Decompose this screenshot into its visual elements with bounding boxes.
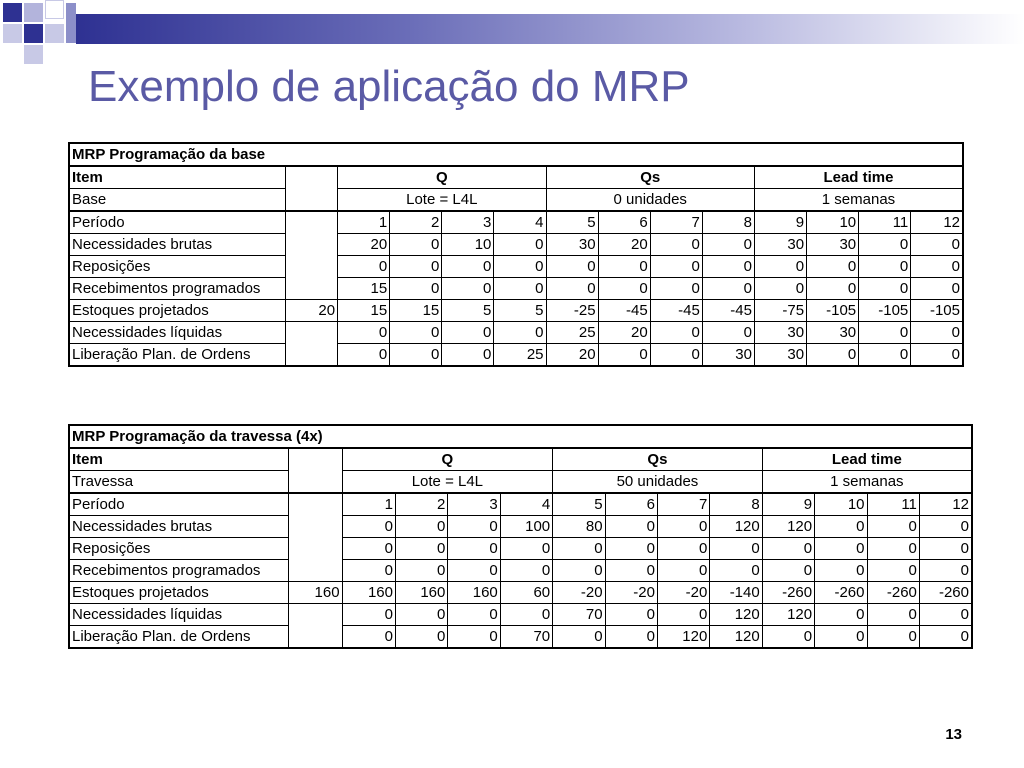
- blank-cell: [285, 166, 337, 211]
- table-header-row: [69, 166, 963, 189]
- initial-stock: 160: [289, 582, 342, 604]
- value-cell: 0: [859, 278, 911, 300]
- table-row: [69, 344, 963, 367]
- value-cell: 0: [494, 256, 546, 278]
- header-square-decoration: [24, 24, 43, 43]
- blank-cell: [285, 211, 337, 300]
- value-cell: 0: [911, 234, 963, 256]
- value-cell: 0: [867, 626, 919, 649]
- value-cell: 0: [702, 322, 754, 344]
- value-cell: -260: [867, 582, 919, 604]
- value-cell: 160: [342, 582, 395, 604]
- q-label: Q: [342, 448, 553, 471]
- value-cell: 120: [710, 604, 762, 626]
- header-square-decoration: [24, 3, 43, 22]
- row-label: Necessidades brutas: [69, 516, 289, 538]
- period-number: 3: [448, 493, 500, 516]
- value-cell: -20: [605, 582, 657, 604]
- mrp-table-travessa: [68, 424, 973, 649]
- value-cell: 0: [448, 516, 500, 538]
- value-cell: 0: [395, 516, 447, 538]
- value-cell: 0: [762, 538, 814, 560]
- table-caption-row: [69, 143, 963, 166]
- value-cell: 120: [710, 516, 762, 538]
- value-cell: 0: [494, 234, 546, 256]
- value-cell: 0: [553, 538, 605, 560]
- value-cell: 0: [598, 256, 650, 278]
- blank-cell: [289, 604, 342, 649]
- value-cell: 80: [553, 516, 605, 538]
- value-cell: 0: [390, 234, 442, 256]
- header-square-decoration: [3, 3, 22, 22]
- value-cell: 0: [815, 538, 867, 560]
- value-cell: 0: [395, 538, 447, 560]
- value-cell: 0: [605, 626, 657, 649]
- value-cell: 0: [342, 604, 395, 626]
- value-cell: 0: [762, 560, 814, 582]
- value-cell: 0: [338, 256, 390, 278]
- value-cell: -140: [710, 582, 762, 604]
- value-cell: 20: [598, 322, 650, 344]
- value-cell: 0: [657, 604, 709, 626]
- blank-cell: [289, 493, 342, 582]
- value-cell: 0: [342, 560, 395, 582]
- value-cell: -45: [650, 300, 702, 322]
- value-cell: 0: [500, 604, 552, 626]
- table-row: [69, 516, 972, 538]
- value-cell: 160: [395, 582, 447, 604]
- row-label: Reposições: [69, 256, 285, 278]
- value-cell: 0: [702, 234, 754, 256]
- value-cell: 0: [390, 256, 442, 278]
- value-cell: -105: [807, 300, 859, 322]
- value-cell: 160: [448, 582, 500, 604]
- value-cell: 15: [338, 278, 390, 300]
- value-cell: 0: [815, 626, 867, 649]
- value-cell: 0: [546, 256, 598, 278]
- value-cell: 20: [546, 344, 598, 367]
- table-header-row: [69, 448, 972, 471]
- period-number: 11: [867, 493, 919, 516]
- value-cell: 25: [546, 322, 598, 344]
- value-cell: 0: [815, 560, 867, 582]
- table-row: [69, 278, 963, 300]
- initial-stock: 20: [285, 300, 337, 322]
- value-cell: 15: [390, 300, 442, 322]
- value-cell: 0: [867, 516, 919, 538]
- blank-cell: [289, 448, 342, 493]
- value-cell: 30: [754, 234, 806, 256]
- lead-time-value: 1 semanas: [754, 189, 963, 212]
- table-params-row: [69, 189, 963, 212]
- period-number: 5: [553, 493, 605, 516]
- page-number: 13: [945, 726, 962, 743]
- value-cell: 120: [710, 626, 762, 649]
- table-params-row: [69, 471, 972, 494]
- value-cell: 30: [754, 322, 806, 344]
- value-cell: 0: [657, 538, 709, 560]
- period-number: 6: [605, 493, 657, 516]
- row-label: Reposições: [69, 538, 289, 560]
- qs-label: Qs: [553, 448, 763, 471]
- table-row: [69, 626, 972, 649]
- blank-cell: [285, 322, 337, 367]
- table-caption: MRP Programação da base: [69, 143, 963, 166]
- value-cell: 0: [605, 604, 657, 626]
- value-cell: 0: [859, 322, 911, 344]
- qs-label: Qs: [546, 166, 754, 189]
- mrp-table-base: [68, 142, 964, 367]
- period-number: 9: [762, 493, 814, 516]
- period-number: 7: [650, 211, 702, 234]
- row-label: Necessidades líquidas: [69, 322, 285, 344]
- period-number: 3: [442, 211, 494, 234]
- value-cell: 0: [710, 538, 762, 560]
- value-cell: 0: [553, 560, 605, 582]
- value-cell: 0: [919, 516, 972, 538]
- value-cell: 0: [342, 626, 395, 649]
- item-name: Travessa: [69, 471, 289, 494]
- value-cell: 0: [807, 278, 859, 300]
- value-cell: 0: [702, 278, 754, 300]
- value-cell: 0: [657, 516, 709, 538]
- value-cell: 5: [494, 300, 546, 322]
- table-row: [69, 582, 972, 604]
- lead-time-value: 1 semanas: [762, 471, 972, 494]
- lead-time-label: Lead time: [762, 448, 972, 471]
- value-cell: -20: [657, 582, 709, 604]
- value-cell: 0: [710, 560, 762, 582]
- value-cell: 120: [762, 604, 814, 626]
- item-label: Item: [69, 166, 285, 189]
- row-label: Liberação Plan. de Ordens: [69, 344, 285, 367]
- q-value: Lote = L4L: [338, 189, 546, 212]
- value-cell: -45: [702, 300, 754, 322]
- value-cell: 0: [605, 560, 657, 582]
- period-number: 1: [342, 493, 395, 516]
- period-number: 8: [710, 493, 762, 516]
- value-cell: -105: [859, 300, 911, 322]
- value-cell: -260: [919, 582, 972, 604]
- value-cell: 0: [395, 604, 447, 626]
- value-cell: 120: [762, 516, 814, 538]
- value-cell: 30: [754, 344, 806, 367]
- value-cell: 0: [807, 344, 859, 367]
- slide-title: Exemplo de aplicação do MRP: [88, 62, 690, 111]
- value-cell: -20: [553, 582, 605, 604]
- table-row: [69, 234, 963, 256]
- value-cell: 0: [754, 278, 806, 300]
- value-cell: 0: [911, 344, 963, 367]
- period-number: 10: [807, 211, 859, 234]
- row-label: Recebimentos programados: [69, 278, 285, 300]
- value-cell: 0: [390, 322, 442, 344]
- value-cell: 0: [919, 560, 972, 582]
- value-cell: 0: [754, 256, 806, 278]
- row-label: Recebimentos programados: [69, 560, 289, 582]
- value-cell: 0: [859, 344, 911, 367]
- value-cell: 0: [911, 256, 963, 278]
- value-cell: 0: [442, 322, 494, 344]
- value-cell: 20: [338, 234, 390, 256]
- value-cell: 0: [911, 322, 963, 344]
- value-cell: 0: [650, 234, 702, 256]
- value-cell: 0: [448, 538, 500, 560]
- row-label: Necessidades líquidas: [69, 604, 289, 626]
- row-label: Necessidades brutas: [69, 234, 285, 256]
- value-cell: 0: [867, 560, 919, 582]
- value-cell: -260: [815, 582, 867, 604]
- value-cell: 5: [442, 300, 494, 322]
- value-cell: 0: [390, 344, 442, 367]
- value-cell: 0: [395, 560, 447, 582]
- value-cell: 0: [650, 278, 702, 300]
- value-cell: -105: [911, 300, 963, 322]
- value-cell: 0: [500, 560, 552, 582]
- value-cell: -45: [598, 300, 650, 322]
- table-row: [69, 560, 972, 582]
- value-cell: 0: [395, 626, 447, 649]
- table-row: [69, 604, 972, 626]
- value-cell: 30: [807, 322, 859, 344]
- row-label: Liberação Plan. de Ordens: [69, 626, 289, 649]
- header-square-decoration: [45, 0, 64, 19]
- value-cell: 0: [919, 626, 972, 649]
- table-row: [69, 300, 963, 322]
- row-label: Estoques projetados: [69, 300, 285, 322]
- value-cell: 0: [911, 278, 963, 300]
- value-cell: 70: [553, 604, 605, 626]
- period-number: 4: [494, 211, 546, 234]
- period-number: 11: [859, 211, 911, 234]
- period-number: 7: [657, 493, 709, 516]
- value-cell: 0: [867, 538, 919, 560]
- value-cell: 0: [807, 256, 859, 278]
- value-cell: 0: [338, 344, 390, 367]
- value-cell: 0: [598, 278, 650, 300]
- value-cell: 60: [500, 582, 552, 604]
- value-cell: 30: [546, 234, 598, 256]
- value-cell: 0: [598, 344, 650, 367]
- period-number: 2: [390, 211, 442, 234]
- value-cell: 0: [448, 604, 500, 626]
- value-cell: 70: [500, 626, 552, 649]
- value-cell: 30: [807, 234, 859, 256]
- value-cell: 0: [494, 322, 546, 344]
- header-square-decoration: [66, 3, 76, 43]
- value-cell: -25: [546, 300, 598, 322]
- value-cell: 0: [342, 538, 395, 560]
- value-cell: 0: [342, 516, 395, 538]
- period-number: 12: [919, 493, 972, 516]
- value-cell: 0: [919, 604, 972, 626]
- row-label: Estoques projetados: [69, 582, 289, 604]
- value-cell: -260: [762, 582, 814, 604]
- value-cell: 0: [605, 516, 657, 538]
- value-cell: 100: [500, 516, 552, 538]
- value-cell: 0: [815, 604, 867, 626]
- period-number: 12: [911, 211, 963, 234]
- value-cell: 0: [650, 256, 702, 278]
- value-cell: 0: [494, 278, 546, 300]
- value-cell: 0: [546, 278, 598, 300]
- value-cell: 0: [448, 560, 500, 582]
- period-number: 1: [338, 211, 390, 234]
- value-cell: 0: [702, 256, 754, 278]
- lead-time-label: Lead time: [754, 166, 963, 189]
- value-cell: 0: [859, 256, 911, 278]
- value-cell: 15: [338, 300, 390, 322]
- header-square-decoration: [24, 45, 43, 64]
- value-cell: 0: [762, 626, 814, 649]
- header-square-decoration: [3, 24, 22, 43]
- value-cell: 0: [650, 344, 702, 367]
- item-name: Base: [69, 189, 285, 212]
- value-cell: 120: [657, 626, 709, 649]
- value-cell: 0: [500, 538, 552, 560]
- table-row: [69, 538, 972, 560]
- table-period-row: [69, 493, 972, 516]
- value-cell: 0: [919, 538, 972, 560]
- value-cell: 0: [448, 626, 500, 649]
- period-label: Período: [69, 211, 285, 234]
- period-number: 10: [815, 493, 867, 516]
- value-cell: 0: [859, 234, 911, 256]
- value-cell: 0: [657, 560, 709, 582]
- value-cell: 0: [442, 256, 494, 278]
- value-cell: 30: [702, 344, 754, 367]
- period-number: 6: [598, 211, 650, 234]
- q-value: Lote = L4L: [342, 471, 553, 494]
- value-cell: 0: [390, 278, 442, 300]
- table-row: [69, 322, 963, 344]
- value-cell: 0: [553, 626, 605, 649]
- period-label: Período: [69, 493, 289, 516]
- period-number: 8: [702, 211, 754, 234]
- period-number: 2: [395, 493, 447, 516]
- qs-value: 50 unidades: [553, 471, 763, 494]
- qs-value: 0 unidades: [546, 189, 754, 212]
- value-cell: -75: [754, 300, 806, 322]
- period-number: 4: [500, 493, 552, 516]
- value-cell: 25: [494, 344, 546, 367]
- value-cell: 0: [815, 516, 867, 538]
- value-cell: 0: [650, 322, 702, 344]
- period-number: 9: [754, 211, 806, 234]
- value-cell: 0: [867, 604, 919, 626]
- table-row: [69, 256, 963, 278]
- item-label: Item: [69, 448, 289, 471]
- table-period-row: [69, 211, 963, 234]
- header-square-decoration: [45, 24, 64, 43]
- period-number: 5: [546, 211, 598, 234]
- header-gradient-bar: [76, 14, 1024, 44]
- value-cell: 0: [442, 344, 494, 367]
- value-cell: 0: [442, 278, 494, 300]
- value-cell: 0: [338, 322, 390, 344]
- table-caption: MRP Programação da travessa (4x): [69, 425, 972, 448]
- value-cell: 0: [605, 538, 657, 560]
- value-cell: 20: [598, 234, 650, 256]
- value-cell: 10: [442, 234, 494, 256]
- table-caption-row: [69, 425, 972, 448]
- q-label: Q: [338, 166, 546, 189]
